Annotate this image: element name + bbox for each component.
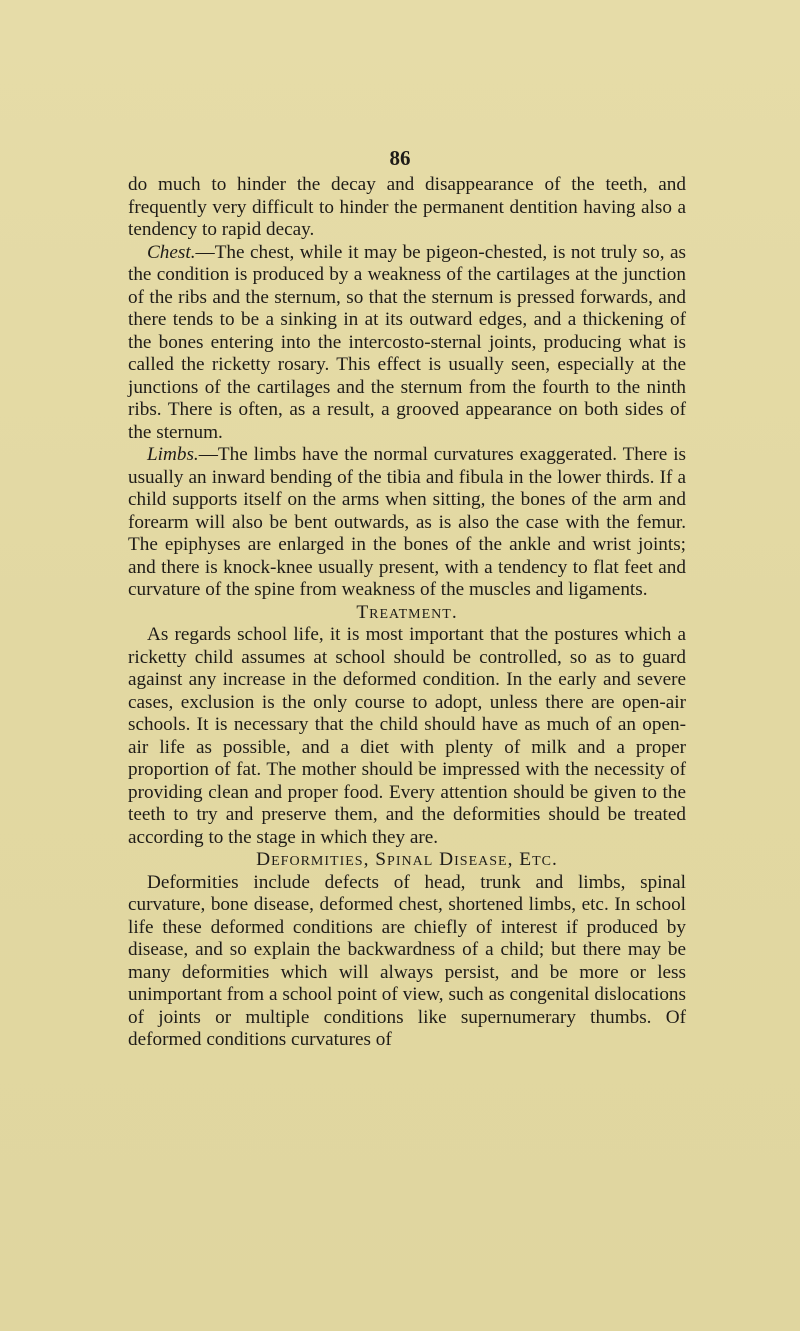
chest-lead: Chest. (147, 241, 196, 263)
deformities-heading: Deformities, Spinal Disease, Etc. (256, 849, 558, 870)
page-body (128, 174, 686, 1052)
paragraph-treatment: As regards school life, it is most important that the postures which a ricketty child assumes at school should be controlled, so as to guard against any increase in the deformed condition. In the early and severe cases, exclusion is the only course to adopt, unless there are open-air schools. It is necessary that the child should have as much of an open-air life as possible, and a diet with plenty of milk and a proper proportion of fat. The mother should be impressed with the necessity of providing clean and proper food. Every attention should be given to the teeth to try and preserve them, and the deformities should be treated according to the stage in which they are. (128, 624, 686, 848)
paragraph-teeth: do much to hinder the decay and disappearance of the teeth, and frequently very difficult to hinder the permanent dentition having also a tendency to rapid decay. (128, 174, 686, 240)
paragraph-chest (128, 242, 686, 445)
limbs-body: —The limbs have the normal curvatures exaggerated. There is usually an inward bending of the tibia and fibula in the lower thirds. If a child supports itself on the arms when sitting, the bones of the arm and forearm will also be bent outwards, as is also the case with the femur. The epiphyses are enlarged in the bones of the ankle and wrist joints; and there is knock-knee usually present, with a tendency to flat feet and curvature of the spine from weakness of the muscles and ligaments. (128, 444, 686, 600)
limbs-lead: Limbs. (147, 444, 199, 465)
chest-body: —The chest, while it may be pigeon-chested, is not truly so, as the condition is produced by a weakness of the cartilages at the junction of the ribs and the sternum, so that the sternum is pressed forwards, and there tends to be a sinking in at its outward edges, and a thickening of the bones entering into the intercosto-sternal joints, producing what is called the ricketty rosary. This effect is usually seen, especially at the junctions of the cartilages and the sternum from the fourth to the ninth ribs. There is often, as a result, a grooved appearance on both sides of the sternum. (128, 241, 686, 443)
page-number: 86 (389, 146, 411, 170)
paragraph-deformities: Deformities include defects of head, trunk and limbs, spinal curvature, bone disease, deformed chest, shortened limbs, etc. In school life these deformed conditions are chiefly of interest if produced by disease, and so explain the backwardness of a child; but there may be many deformities which will always persist, and be more or less unimportant from a school point of view, such as congenital dislocations of joints or multiple conditions like supernumerary thumbs. Of deformed conditions curvatures of (128, 871, 686, 1050)
paragraph-limbs (128, 444, 686, 602)
treatment-heading: Treatment. (356, 601, 458, 623)
